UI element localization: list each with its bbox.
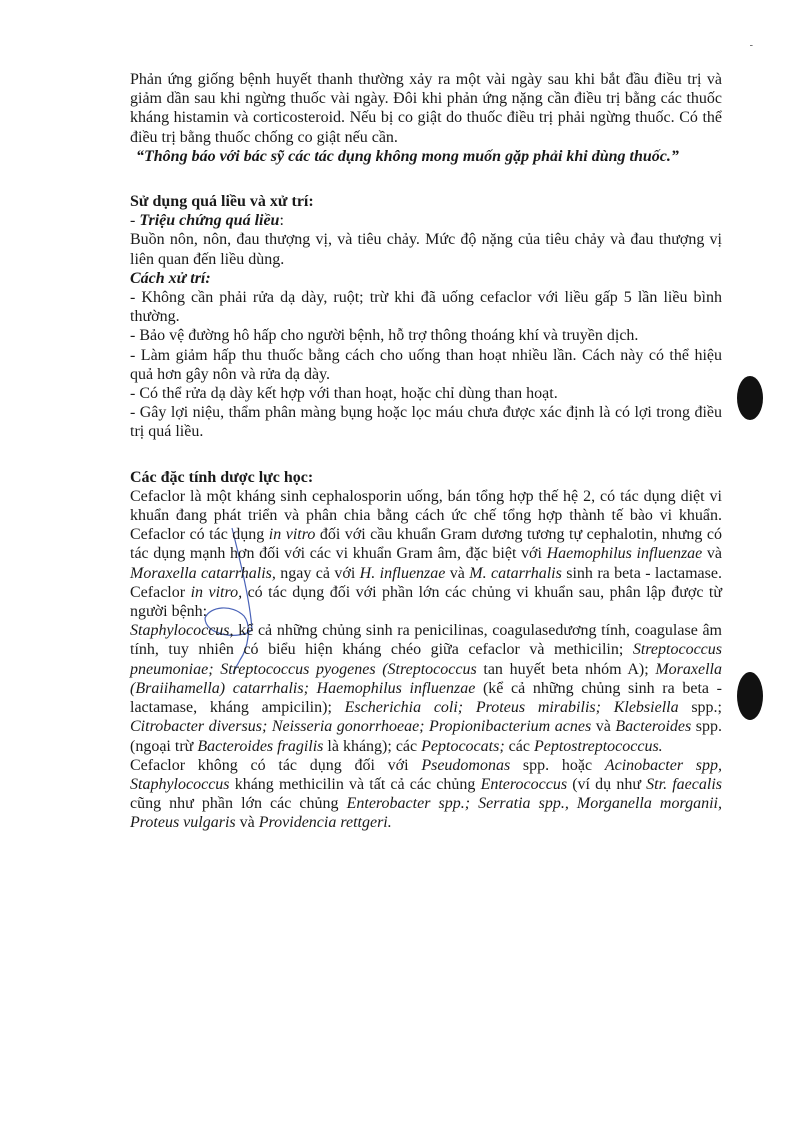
corner-mark: - — [749, 40, 753, 51]
pharmacodynamics-paragraph-3: Cefaclor không có tác dụng đối với Pseudomonas spp. hoặc Acinobacter spp, Staphylococcus kháng methicilin và tất cả các chủng Enterococcus (ví dụ như Str. faecalis cũng như phần lớn các chủng Enterobacter spp.; Serratia spp., Morganella morganii, Proteus vulgaris và Providencia rettgeri. — [130, 756, 723, 832]
pharmacodynamics-heading: Các đặc tính dược lực học: — [130, 468, 314, 486]
treatment-item: - Không cần phải rửa dạ dày, ruột; trừ khi đã uống cefaclor với liều gấp 5 lần liều bình thường. — [130, 289, 722, 326]
symptoms-label: Triệu chứng quá liều — [139, 212, 280, 230]
serum-sickness-paragraph: Phản ứng giống bệnh huyết thanh thường xảy ra một vài ngày sau khi bắt đầu điều trị và giảm dần sau khi ngừng thuốc vài ngày. Đôi khi phản ứng nặng cần điều trị bằng các thuốc kháng histamin và corticosteroid. Nếu bị co giật do thuốc điều trị phải ngừng thuốc. Có thể điều trị bằng thuốc chống co giật nếu cần. — [130, 71, 722, 146]
overdose-symptoms-label-line: - Triệu chứng quá liều: — [130, 212, 284, 230]
pharmacodynamics-paragraph-2: Staphylococcus, kể cả những chủng sinh ra penicilinas, coagulasedương tính, coagulase âm tính, tuy nhiên có biểu hiện kháng chéo giữa cefaclor và methicilin; Streptococcus pneumoniae; Streptococcus pyogenes (Streptococcus tan huyết beta nhóm A); Moraxella (Braiihamella) catarrhalis; Haemophilus influenzae (kể cả những chủng sinh ra beta - lactamase, kháng ampicilin); Escherichia coli; Proteus mirabilis; Klebsiella spp.; Citrobacter diversus; Neisseria gonorrhoeae; Propionibacterium acnes và Bacteroides spp. (ngoại trừ Bacteroides fragilis là kháng); các Peptococats; các Peptostreptococcus. — [130, 622, 723, 755]
overdose-symptoms-text: Buồn nôn, nôn, đau thượng vị, và tiêu chảy. Mức độ nặng của tiêu chảy và đau thượng vị liên quan đến liều dùng. — [130, 231, 722, 268]
treatment-label: Cách xử trí: — [130, 269, 211, 287]
overdose-heading: Sử dụng quá liều và xử trí: — [130, 193, 314, 211]
treatment-item: - Gây lợi niệu, thẩm phân màng bụng hoặc lọc máu chưa được xác định là có lợi trong điều trị quá liều. — [130, 404, 722, 441]
notice-line: “Thông báo với bác sỹ các tác dụng không mong muốn gặp phải khi dùng thuốc.” — [136, 147, 679, 165]
treatment-item: - Có thể rửa dạ dày kết hợp với than hoạt, hoặc chỉ dùng than hoạt. — [130, 385, 558, 403]
treatment-item: - Bảo vệ đường hô hấp cho người bệnh, hỗ trợ thông thoáng khí và truyền dịch. — [130, 327, 639, 345]
treatment-item: - Làm giảm hấp thu thuốc bằng cách cho uống than hoạt nhiều lần. Cách này có thể hiệu quả hơn gây nôn và rửa dạ dày. — [130, 346, 722, 383]
document-page — [130, 70, 722, 833]
pharmacodynamics-paragraph-1: Cefaclor là một kháng sinh cephalosporin uống, bán tổng hợp thế hệ 2, có tác dụng diệt vi khuẩn đang phát triển và phân chia bằng cách ức chế tổng hợp thành tế bào vi khuẩn. Cefaclor có tác dụng in vitro đối với cầu khuẩn Gram dương tương tự cephalotin, nhưng có tác dụng mạnh hơn đối với các vi khuẩn Gram âm, đặc biệt với Haemophilus influenzae và Moraxella catarrhalis, ngay cả với H. influenzae và M. catarrhalis sinh ra beta - lactamase. Cefaclor in vitro, có tác dụng đối với phần lớn các chủng vi khuẩn sau, phân lập được từ người bệnh: — [130, 487, 723, 621]
